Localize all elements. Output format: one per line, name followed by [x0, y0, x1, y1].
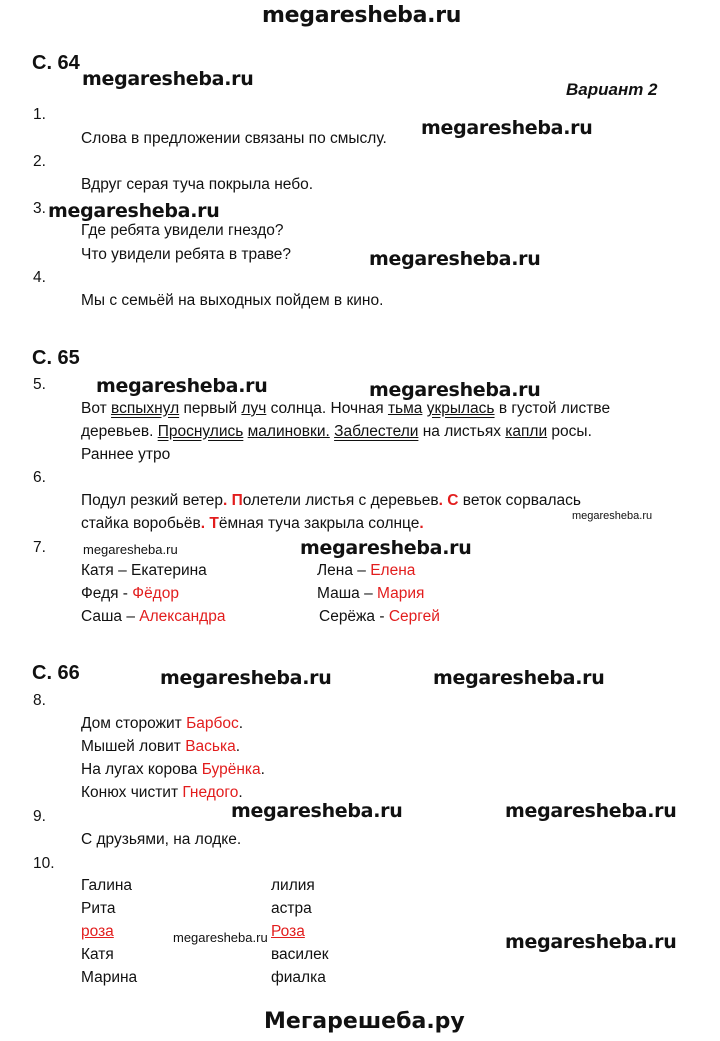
answer-text: Мышей ловит Васька.: [81, 738, 241, 755]
sentence-line: Подул резкий ветер. Полетели листья с деревьев. С веток сорвалась: [81, 492, 581, 509]
list-item: Катя: [81, 946, 114, 963]
watermark-small: megaresheba.ru: [572, 510, 653, 522]
answer-text: Где ребята увидели гнездо?: [81, 222, 284, 239]
list-item: Марина: [81, 969, 138, 986]
footer-title: Мегарешеба.ру: [264, 1009, 465, 1034]
name-pair: Маша – Мария: [317, 585, 425, 602]
task-number: 7.: [33, 539, 46, 556]
task-number: 9.: [33, 808, 46, 825]
name-pair: Серёжа - Сергей: [319, 608, 440, 625]
answer-text: Раннее утро: [81, 446, 171, 463]
watermark: megaresheba.ru: [433, 667, 605, 689]
list-item: астра: [271, 900, 312, 917]
answer-text: Дом сторожит Барбос.: [81, 715, 244, 732]
watermark: megaresheba.ru: [421, 117, 593, 139]
watermark: megaresheba.ru: [231, 800, 403, 822]
task-number: 3.: [33, 200, 46, 217]
variant-label: Вариант 2: [566, 80, 658, 99]
name-pair: Федя - Фёдор: [81, 585, 179, 602]
sentence-line: стайка воробьёв. Тёмная туча закрыла солнце.: [81, 515, 424, 532]
section-title-64: С. 64: [32, 52, 80, 74]
answer-text: Слова в предложении связаны по смыслу.: [81, 130, 387, 147]
name-pair: Саша – Александра: [81, 608, 226, 625]
watermark-small: megaresheba.ru: [83, 542, 178, 557]
header-watermark: megaresheba.ru: [262, 3, 462, 28]
watermark: megaresheba.ru: [369, 248, 541, 270]
answer-text: Конюх чистит Гнедого.: [81, 784, 243, 801]
watermark: megaresheba.ru: [369, 379, 541, 401]
answer-text: Мы с семьёй на выходных пойдем в кино.: [81, 292, 384, 309]
list-item: василек: [271, 946, 329, 963]
answer-text: На лугах корова Бурёнка.: [81, 761, 265, 778]
sentence-line: деревьев. Проснулись малиновки. Заблестели на листьях капли росы.: [81, 423, 592, 440]
watermark: megaresheba.ru: [505, 931, 677, 953]
name-pair: Лена – Елена: [317, 562, 416, 579]
answer-text: Что увидели ребята в траве?: [81, 246, 292, 263]
watermark: megaresheba.ru: [300, 537, 472, 559]
section-title-65: С. 65: [32, 347, 80, 369]
section-title-66: С. 66: [32, 662, 80, 684]
watermark: megaresheba.ru: [96, 375, 268, 397]
task-number: 8.: [33, 692, 46, 709]
task-number: 1.: [33, 106, 46, 123]
list-item: фиалка: [271, 969, 326, 986]
task-number: 6.: [33, 469, 46, 486]
list-item: Галина: [81, 877, 133, 894]
watermark: megaresheba.ru: [160, 667, 332, 689]
answer-text: С друзьями, на лодке.: [81, 831, 242, 848]
list-item: Роза: [271, 923, 305, 940]
sentence-line: Вот вспыхнул первый луч солнца. Ночная тьма укрылась в густой листве: [81, 400, 611, 417]
watermark: megaresheba.ru: [505, 800, 677, 822]
watermark-small: megaresheba.ru: [173, 930, 268, 945]
watermark: megaresheba.ru: [82, 68, 254, 90]
answer-text: Вдруг серая туча покрыла небо.: [81, 176, 314, 193]
task-number: 5.: [33, 376, 46, 393]
watermark: megaresheba.ru: [48, 200, 220, 222]
name-pair: Катя – Екатерина: [81, 562, 207, 579]
task-number: 4.: [33, 269, 46, 286]
list-item: роза: [81, 923, 114, 940]
task-number: 2.: [33, 153, 46, 170]
list-item: лилия: [271, 877, 315, 894]
task-number: 10.: [33, 855, 55, 872]
list-item: Рита: [81, 900, 116, 917]
